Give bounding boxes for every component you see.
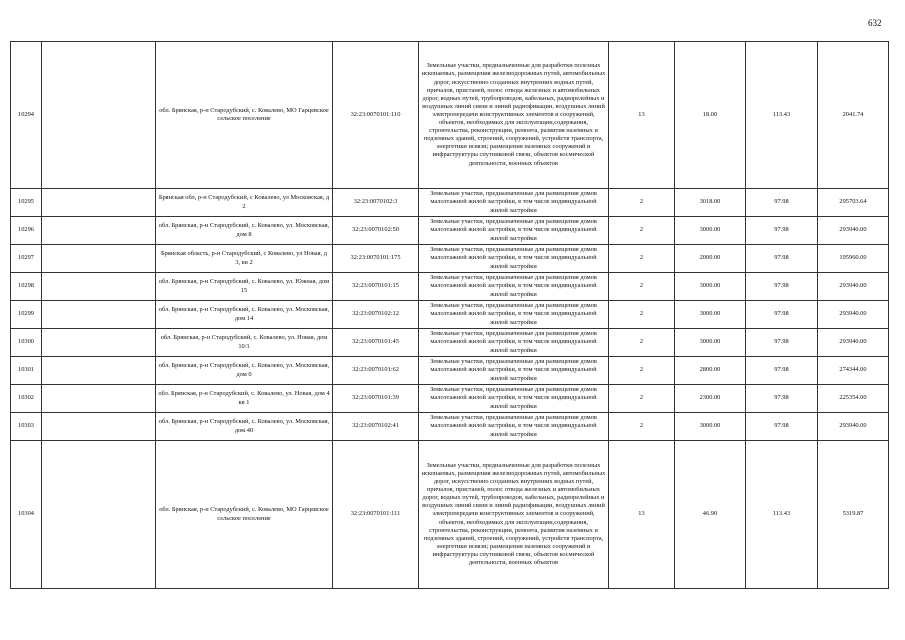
cadastral-value-cell: 293940.00 [818, 413, 889, 441]
land-use-cell: Земельные участки, предназначенные для размещения домов малоэтажной жилой застройки, в том числе индивидуальной жилой застройки [419, 357, 609, 385]
land-use-cell: Земельные участки, предназначенные для размещения домов малоэтажной жилой застройки, в том числе индивидуальной жилой застройки [419, 413, 609, 441]
table-row [11, 273, 889, 301]
cadastral-number-cell: 32:23:0070102:12 [333, 301, 419, 329]
area-cell: 2300.00 [675, 385, 746, 413]
group-cell: 13 [609, 441, 675, 589]
table-row [11, 189, 889, 217]
record-number-cell: 10295 [11, 189, 42, 217]
area-cell: 46.90 [675, 441, 746, 589]
empty-cell [42, 42, 156, 189]
table-row [11, 413, 889, 441]
page-number: 632 [868, 18, 882, 28]
cadastral-number-cell: 32:23:0070102:3 [333, 189, 419, 217]
empty-cell [42, 189, 156, 217]
cadastral-value-cell: 2041.74 [818, 42, 889, 189]
empty-cell [42, 329, 156, 357]
area-cell: 3018.00 [675, 189, 746, 217]
record-number-cell: 10300 [11, 329, 42, 357]
cadastral-value-cell: 225354.00 [818, 385, 889, 413]
rate-cell: 97.98 [746, 301, 818, 329]
rate-cell: 97.98 [746, 189, 818, 217]
empty-cell [42, 301, 156, 329]
rate-cell: 97.98 [746, 245, 818, 273]
cadastral-value-cell: 5319.87 [818, 441, 889, 589]
cadastral-number-cell: 32:23:0070101:39 [333, 385, 419, 413]
group-cell: 2 [609, 301, 675, 329]
record-number-cell: 10302 [11, 385, 42, 413]
cadastral-value-cell: 293940.00 [818, 217, 889, 245]
table-row [11, 42, 889, 189]
cadastral-value-cell: 293940.00 [818, 329, 889, 357]
table-row [11, 385, 889, 413]
address-cell: обл. Брянская, р-н Стародубский, с. Ковалево, ул. Московская, дом 14 [156, 301, 333, 329]
empty-cell [42, 413, 156, 441]
table-row [11, 441, 889, 589]
land-use-cell: Земельные участки, предназначенные для размещения домов малоэтажной жилой застройки, в том числе индивидуальной жилой застройки [419, 217, 609, 245]
cadastral-value-cell: 293940.00 [818, 301, 889, 329]
group-cell: 2 [609, 329, 675, 357]
cadastral-value-cell: 274344.00 [818, 357, 889, 385]
address-cell: Брянская обл, р-н Стародубский, с Ковалево, ул Московская, д 2 [156, 189, 333, 217]
cadastral-number-cell: 32:23:0070102:41 [333, 413, 419, 441]
group-cell: 2 [609, 385, 675, 413]
land-use-cell: Земельные участки, предназначенные для размещения домов малоэтажной жилой застройки, в том числе индивидуальной жилой застройки [419, 301, 609, 329]
land-use-cell: Земельные участки, предназначенные для размещения домов малоэтажной жилой застройки, в том числе индивидуальной жилой застройки [419, 273, 609, 301]
address-cell: обл. Брянская, р-н Стародубский, с. Ковалево, ул. Московская, дом 8 [156, 217, 333, 245]
cadastral-number-cell: 32:23:0070101:62 [333, 357, 419, 385]
address-cell: обл. Брянская, р-н Стародубский, с. Ковалево, ул. Московская, дом 0 [156, 357, 333, 385]
table-row [11, 245, 889, 273]
land-use-cell: Земельные участки, предназначенные для размещения домов малоэтажной жилой застройки, в том числе индивидуальной жилой застройки [419, 329, 609, 357]
cadastral-number-cell: 32:23:0070101:45 [333, 329, 419, 357]
table-row [11, 329, 889, 357]
rate-cell: 97.98 [746, 357, 818, 385]
group-cell: 2 [609, 273, 675, 301]
group-cell: 2 [609, 245, 675, 273]
record-number-cell: 10294 [11, 42, 42, 189]
area-cell: 3000.00 [675, 217, 746, 245]
cadastral-number-cell: 32:23:0070101:15 [333, 273, 419, 301]
area-cell: 3000.00 [675, 329, 746, 357]
empty-cell [42, 385, 156, 413]
record-number-cell: 10304 [11, 441, 42, 589]
address-cell: обл. Брянская, р-н Стародубский, с. Ковалево, МО Гарцевское сельское поселение [156, 42, 333, 189]
record-number-cell: 10298 [11, 273, 42, 301]
land-use-cell: Земельные участки, предназначенные для размещения домов малоэтажной жилой застройки, в том числе индивидуальной жилой застройки [419, 385, 609, 413]
cadastral-value-cell: 295703.64 [818, 189, 889, 217]
table-row [11, 301, 889, 329]
empty-cell [42, 441, 156, 589]
group-cell: 2 [609, 217, 675, 245]
area-cell: 3000.00 [675, 301, 746, 329]
land-use-cell: Земельные участки, предназначенные для разработки полезных ископаемых, размещения железнодорожных путей, автомобильных дорог, искусственно созданных внутренних водных путей, причалов, пристаней, полос отвода железных и автомобильных дорог, водных путей, трубопроводов, кабельных, радиорелейных и воздушных линий связи и линий радиофикации, воздушных линий электропередачи конструктивных элементов и сооружений, объектов, необходимых для эксплуатации,содержания, строительства, реконструкции, ремонта, развития наземных и подземных зданий, строений, сооружений, устройств транспорта, энергетики нсвязи; размещения наземных сооружений и инфраструктуры спутниковой связи, объектов космической деятельности, военных объектов [419, 441, 609, 589]
group-cell: 13 [609, 42, 675, 189]
record-number-cell: 10303 [11, 413, 42, 441]
cadastral-number-cell: 32:23:0070102:50 [333, 217, 419, 245]
area-cell: 2000.00 [675, 245, 746, 273]
address-cell: обл. Брянская, р-н Стародубский, с. Ковалево, ул. Новая, дом 4 кв 1 [156, 385, 333, 413]
rate-cell: 97.98 [746, 217, 818, 245]
table-row [11, 357, 889, 385]
record-number-cell: 10299 [11, 301, 42, 329]
rate-cell: 113.43 [746, 42, 818, 189]
record-number-cell: 10296 [11, 217, 42, 245]
record-number-cell: 10297 [11, 245, 42, 273]
empty-cell [42, 217, 156, 245]
address-cell: обл. Брянская, р-н Стародубский, с. Ковалево, ул. Южная, дом 15 [156, 273, 333, 301]
rate-cell: 113.43 [746, 441, 818, 589]
table-body [11, 42, 889, 589]
rate-cell: 97.98 [746, 273, 818, 301]
rate-cell: 97.98 [746, 385, 818, 413]
area-cell: 2800.00 [675, 357, 746, 385]
land-use-cell: Земельные участки, предназначенные для размещения домов малоэтажной жилой застройки, в том числе индивидуальной жилой застройки [419, 189, 609, 217]
group-cell: 2 [609, 413, 675, 441]
area-cell: 18.00 [675, 42, 746, 189]
cadastral-value-cell: 195960.00 [818, 245, 889, 273]
address-cell: обл. Брянская, р-н Стародубский, с. Ковалево, ул. Новая, дом 10/1 [156, 329, 333, 357]
address-cell: Брянская область, р-н Стародубский, с Ковалево, ул Новая, д 3, кв 2 [156, 245, 333, 273]
empty-cell [42, 273, 156, 301]
record-number-cell: 10301 [11, 357, 42, 385]
group-cell: 2 [609, 357, 675, 385]
table-row [11, 217, 889, 245]
empty-cell [42, 245, 156, 273]
cadastral-number-cell: 32:23:0070101:110 [333, 42, 419, 189]
empty-cell [42, 357, 156, 385]
land-use-cell: Земельные участки, предназначенные для размещения домов малоэтажной жилой застройки, в том числе индивидуальной жилой застройки [419, 245, 609, 273]
address-cell: обл. Брянская, р-н Стародубский, с. Ковалево, ул. Московская, дом 40 [156, 413, 333, 441]
land-use-cell: Земельные участки, предназначенные для разработки полезных ископаемых, размещения железнодорожных путей, автомобильных дорог, искусственно созданных внутренних водных путей, причалов, пристаней, полос отвода железных и автомобильных дорог, водных путей, трубопроводов, кабельных, радиорелейных и воздушных линий связи и линий радиофикации, воздушных линий электропередачи конструктивных элементов и сооружений, объектов, необходимых для эксплуатации,содержания, строительства, реконструкции, ремонта, развития наземных и подземных зданий, строений, сооружений, устройств транспорта, энергетики нсвязи; размещения наземных сооружений и инфраструктуры спутниковой связи, объектов космической деятельности, военных объектов [419, 42, 609, 189]
group-cell: 2 [609, 189, 675, 217]
cadastral-value-cell: 293940.00 [818, 273, 889, 301]
cadastral-number-cell: 32:23:0070101:111 [333, 441, 419, 589]
area-cell: 3000.00 [675, 413, 746, 441]
cadastral-number-cell: 32:23:0070101:175 [333, 245, 419, 273]
rate-cell: 97.98 [746, 329, 818, 357]
rate-cell: 97.98 [746, 413, 818, 441]
address-cell: обл. Брянская, р-н Стародубский, с. Ковалево, МО Гарцевское сельское поселение [156, 441, 333, 589]
land-registry-table [10, 41, 889, 589]
area-cell: 3000.00 [675, 273, 746, 301]
